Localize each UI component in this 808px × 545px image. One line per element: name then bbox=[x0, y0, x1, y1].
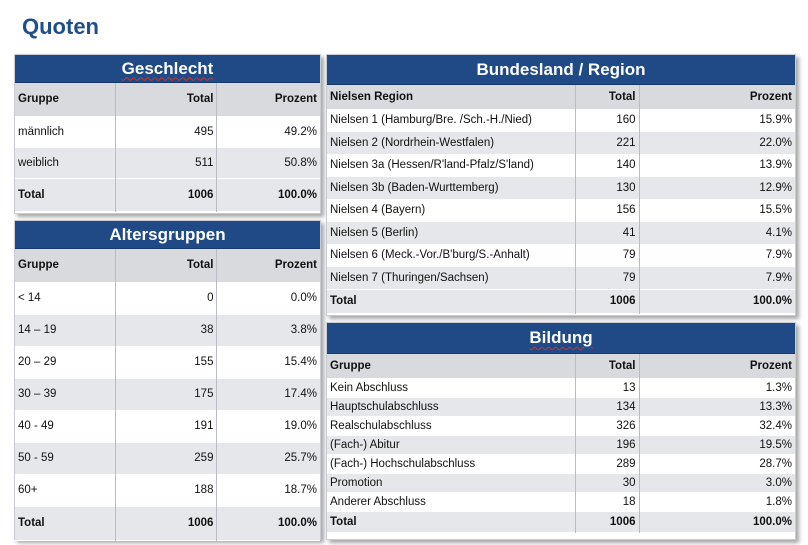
cell-total: 326 bbox=[575, 416, 639, 435]
column-header: Total bbox=[116, 83, 217, 116]
table-row bbox=[327, 416, 795, 435]
geschlecht-panel bbox=[14, 54, 321, 214]
cell-label: < 14 bbox=[15, 282, 116, 314]
cell-label: 30 – 39 bbox=[15, 378, 116, 410]
total-label: Total bbox=[15, 506, 116, 540]
cell-total: 130 bbox=[575, 177, 639, 200]
cell-pct: 4.1% bbox=[765, 226, 792, 239]
cell-pct: 17.4% bbox=[284, 388, 317, 400]
cell-pct: 13.9% bbox=[759, 159, 792, 172]
column-header: Prozent bbox=[274, 93, 317, 106]
bildung-table bbox=[327, 354, 795, 533]
bildung-title bbox=[327, 323, 795, 354]
table-row bbox=[327, 199, 795, 222]
total-pct: 100.0% bbox=[752, 295, 792, 308]
cell-total: 495 bbox=[116, 116, 217, 147]
cell-pct: 28.7% bbox=[759, 457, 792, 470]
altersgruppen-table bbox=[15, 249, 320, 541]
cell-pct: 3.0% bbox=[765, 476, 792, 489]
cell-total: 155 bbox=[116, 346, 217, 378]
cell-pct: 0.0% bbox=[290, 292, 317, 304]
table-row bbox=[15, 474, 320, 506]
column-header: Total bbox=[116, 249, 217, 282]
cell-pct: 19.0% bbox=[284, 420, 317, 432]
region-panel bbox=[326, 54, 796, 316]
region-header-row bbox=[327, 85, 795, 109]
altersgruppen-title-text: Altersgruppen bbox=[109, 224, 226, 244]
table-row bbox=[15, 282, 320, 314]
cell-pct: 49.2% bbox=[284, 125, 317, 138]
table-row bbox=[327, 378, 795, 397]
total-total: 1006 bbox=[116, 506, 217, 540]
cell-pct: 19.5% bbox=[759, 438, 792, 451]
total-total: 1006 bbox=[575, 289, 639, 314]
alter-total-row bbox=[15, 506, 320, 540]
cell-total: 191 bbox=[116, 410, 217, 442]
cell-pct: 15.4% bbox=[284, 356, 317, 368]
cell-pct: 32.4% bbox=[759, 419, 792, 432]
cell-pct: 15.5% bbox=[759, 204, 792, 217]
cell-label: Nielsen 3a (Hessen/R'land-Pfalz/S'land) bbox=[327, 154, 575, 177]
bildung-panel bbox=[326, 322, 796, 540]
table-row bbox=[327, 435, 795, 454]
table-row bbox=[327, 177, 795, 200]
region-title bbox=[327, 55, 795, 85]
cell-total: 511 bbox=[116, 147, 217, 178]
total-label: Total bbox=[327, 289, 575, 314]
cell-label: Nielsen 7 (Thuringen/Sachsen) bbox=[327, 267, 575, 290]
cell-total: 140 bbox=[575, 154, 639, 177]
cell-label: Promotion bbox=[327, 473, 575, 492]
cell-pct: 7.9% bbox=[765, 271, 792, 284]
total-total: 1006 bbox=[575, 511, 639, 532]
table-row bbox=[15, 346, 320, 378]
geschlecht-title-text: Geschlecht bbox=[121, 58, 214, 78]
table-row bbox=[15, 116, 320, 147]
cell-total: 79 bbox=[575, 267, 639, 290]
table-row bbox=[15, 314, 320, 346]
total-label: Total bbox=[327, 511, 575, 532]
cell-label: Anderer Abschluss bbox=[327, 492, 575, 511]
geschlecht-header-row bbox=[15, 83, 320, 116]
cell-total: 0 bbox=[116, 282, 217, 314]
cell-label: Kein Abschluss bbox=[327, 378, 575, 397]
cell-pct: 3.8% bbox=[290, 324, 317, 336]
bildung-title-text: Bildung bbox=[529, 328, 593, 347]
bildung-total-row bbox=[327, 511, 795, 532]
cell-label: Nielsen 3b (Baden-Wurttemberg) bbox=[327, 177, 575, 200]
cell-total: 259 bbox=[116, 442, 217, 474]
geschlecht-table bbox=[15, 83, 320, 212]
cell-label: männlich bbox=[15, 116, 116, 147]
cell-pct: 1.8% bbox=[765, 495, 792, 508]
column-header: Prozent bbox=[274, 259, 317, 272]
cell-label: 14 – 19 bbox=[15, 314, 116, 346]
table-row bbox=[15, 147, 320, 178]
cell-total: 175 bbox=[116, 378, 217, 410]
table-row bbox=[327, 397, 795, 416]
cell-total: 79 bbox=[575, 244, 639, 267]
geschlecht-total-row bbox=[15, 178, 320, 211]
total-label: Total bbox=[15, 178, 116, 211]
cell-total: 38 bbox=[116, 314, 217, 346]
cell-label: 50 - 59 bbox=[15, 442, 116, 474]
cell-label: 60+ bbox=[15, 474, 116, 506]
total-pct: 100.0% bbox=[752, 515, 792, 528]
page-title: Quoten bbox=[22, 14, 99, 39]
cell-total: 289 bbox=[575, 454, 639, 473]
cell-total: 41 bbox=[575, 222, 639, 245]
table-row bbox=[327, 244, 795, 267]
column-header: Prozent bbox=[749, 90, 792, 103]
cell-label: (Fach-) Abitur bbox=[327, 435, 575, 454]
bildung-header-row bbox=[327, 354, 795, 378]
cell-label: Nielsen 4 (Bayern) bbox=[327, 199, 575, 222]
cell-label: 40 - 49 bbox=[15, 410, 116, 442]
cell-pct: 7.9% bbox=[765, 249, 792, 262]
cell-label: Nielsen 6 (Meck.-Vor./B'burg/S.-Anhalt) bbox=[327, 244, 575, 267]
alter-header-row bbox=[15, 249, 320, 282]
total-pct: 100.0% bbox=[277, 517, 317, 529]
table-row bbox=[15, 410, 320, 442]
cell-total: 13 bbox=[575, 378, 639, 397]
column-header: Total bbox=[575, 354, 639, 378]
column-header: Gruppe bbox=[15, 83, 116, 116]
cell-total: 188 bbox=[116, 474, 217, 506]
column-header: Nielsen Region bbox=[327, 85, 575, 109]
cell-pct: 25.7% bbox=[284, 452, 317, 464]
cell-label: Realschulabschluss bbox=[327, 416, 575, 435]
cell-total: 156 bbox=[575, 199, 639, 222]
table-row bbox=[15, 442, 320, 474]
region-title-text: Bundesland / Region bbox=[476, 59, 646, 79]
table-row bbox=[15, 378, 320, 410]
column-header: Total bbox=[575, 85, 639, 109]
cell-pct: 22.0% bbox=[759, 136, 792, 149]
column-header: Prozent bbox=[749, 359, 792, 372]
table-row bbox=[327, 154, 795, 177]
total-total: 1006 bbox=[116, 178, 217, 211]
cell-total: 221 bbox=[575, 132, 639, 155]
column-header: Gruppe bbox=[15, 249, 116, 282]
cell-total: 18 bbox=[575, 492, 639, 511]
geschlecht-title bbox=[15, 55, 320, 83]
cell-label: 20 – 29 bbox=[15, 346, 116, 378]
table-row bbox=[327, 222, 795, 245]
cell-pct: 50.8% bbox=[284, 156, 317, 169]
altersgruppen-panel bbox=[14, 220, 321, 540]
region-table bbox=[327, 85, 795, 314]
cell-label: Nielsen 2 (Nordrhein-Westfalen) bbox=[327, 132, 575, 155]
cell-label: weiblich bbox=[15, 147, 116, 178]
table-row bbox=[327, 492, 795, 511]
table-row bbox=[327, 132, 795, 155]
cell-label: (Fach-) Hochschulabschluss bbox=[327, 454, 575, 473]
cell-label: Nielsen 5 (Berlin) bbox=[327, 222, 575, 245]
column-header: Gruppe bbox=[327, 354, 575, 378]
cell-total: 160 bbox=[575, 109, 639, 132]
cell-label: Hauptschulabschluss bbox=[327, 397, 575, 416]
total-pct: 100.0% bbox=[277, 188, 317, 201]
cell-total: 30 bbox=[575, 473, 639, 492]
cell-pct: 13.3% bbox=[759, 400, 792, 413]
cell-total: 134 bbox=[575, 397, 639, 416]
table-row bbox=[327, 473, 795, 492]
altersgruppen-title bbox=[15, 221, 320, 249]
cell-pct: 15.9% bbox=[759, 114, 792, 127]
table-row bbox=[327, 454, 795, 473]
cell-pct: 18.7% bbox=[284, 484, 317, 496]
region-total-row bbox=[327, 289, 795, 314]
cell-total: 196 bbox=[575, 435, 639, 454]
cell-pct: 1.3% bbox=[765, 381, 792, 394]
table-row bbox=[327, 109, 795, 132]
table-row bbox=[327, 267, 795, 290]
cell-label: Nielsen 1 (Hamburg/Bre. /Sch.-H./Nied) bbox=[327, 109, 575, 132]
cell-pct: 12.9% bbox=[759, 181, 792, 194]
